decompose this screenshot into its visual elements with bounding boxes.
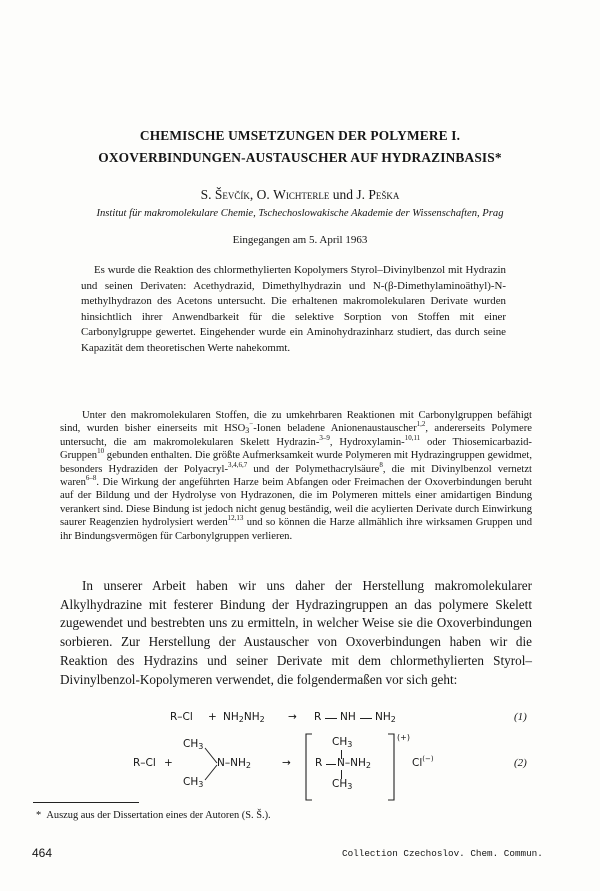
ref-2: 3–9 bbox=[319, 433, 330, 442]
intro-text-10: und so können die Harze allmählich ihre wirksamen Gruppen und ihr Bindungsvermögen für Carbonylgruppen verlieren. bbox=[60, 517, 532, 542]
author-3-initial: J. bbox=[356, 187, 366, 202]
equation-1-reagent bbox=[223, 711, 265, 723]
intro-text-1: Unter den makromolekularen Stoffen, die zu umkehrbaren Reaktionen mit Carbonylgruppen befähigt sind, wurden bisher einerseits mit HSO bbox=[60, 410, 532, 435]
intro-text-4: , Hydroxylamin- bbox=[329, 436, 405, 448]
intro-text-3: , andererseits Polymere untersucht, die am makromolekularen Skelett Hydrazin- bbox=[60, 423, 532, 448]
author-1-initial: S. bbox=[200, 187, 212, 202]
equation-2-counter-charge: (−) bbox=[422, 755, 434, 763]
equation-2-top-ch: CH bbox=[183, 738, 199, 750]
equation-1-product-nh2 bbox=[375, 711, 396, 723]
footnote-text: Auszug aus der Dissertation eines der Autoren (S. Š.). bbox=[46, 810, 271, 821]
equation-1-product-r: R bbox=[314, 711, 322, 723]
equation-1-product-nh2-text: NH bbox=[375, 711, 391, 723]
equation-2-bracket-amine-sub: 2 bbox=[365, 761, 371, 770]
equation-2-arrow: → bbox=[282, 757, 291, 769]
equation-1-number: (1) bbox=[514, 711, 527, 723]
equation-2-amine-sub: 2 bbox=[245, 761, 251, 770]
footnote-rule bbox=[33, 802, 139, 803]
equation-1-reactant: R–Cl bbox=[170, 711, 193, 723]
ref-7: 6–8 bbox=[85, 474, 97, 483]
ref-1: 1,2 bbox=[416, 420, 426, 429]
equation-2-bracket-top-ch: CH bbox=[332, 736, 348, 748]
ref-8: 12,13 bbox=[227, 514, 244, 523]
authors: S. Ševčík, O. Wichterle und J. Peška bbox=[200, 187, 400, 202]
equation-2-bottom-ch: CH bbox=[183, 776, 199, 788]
intro-text-8: , die mit Divinylbenzol vernetzt waren bbox=[60, 463, 532, 489]
received-date: Eingegangen am 5. April 1963 bbox=[232, 234, 368, 246]
author-1-name: Ševčík bbox=[214, 187, 250, 202]
intro-text-9: . Die Wirkung der angeführten Harze beim Abfangen oder Freimachen der Oxoverbindungen beruht auf der Bildung und der Hydrolyse von Hydrazonen, die im Polymeren mittels einer amidartigen Bindung verankert sind. Diese Bindung ist jedoch nicht genug beständig, weil die acylierten Derivate durch Einwirkung saurer Reagenzien hydrolysiert werden bbox=[60, 477, 532, 529]
footnote bbox=[36, 810, 271, 821]
ref-4: 10 bbox=[97, 447, 105, 456]
equation-2-number: (2) bbox=[514, 757, 527, 769]
author-and: und bbox=[332, 187, 353, 202]
abstract: Es wurde die Reaktion des chlormethylierten Kopolymers Styrol–Divinylbenzol mit Hydrazin und seinen Derivaten: Acethydrazid, Dimethylhydrazin und N-(β-Dimethylaminoäthyl)-N-methylhydrazon des Acetons untersucht. Die erhaltenen makromolekularen Derivate wurden hinsichtlich ihrer Anwendbarkeit für die selektive Sorption von Stoffen mit einer Carbonylgruppe gewertet. Eingehender wurde ein Aminohydrazinharz studiert, das durch seine Kapazität dem theoretischen Werte nahekommt. bbox=[81, 264, 506, 354]
equation-2-counter-ion bbox=[412, 757, 434, 769]
footnote-marker: * bbox=[36, 810, 42, 821]
equation-2-counter-ion-text: Cl bbox=[412, 757, 423, 769]
equation-1-reagent-nh-2: NH bbox=[243, 711, 260, 723]
equation-1-product-nh2-sub: 2 bbox=[390, 715, 396, 724]
equation-1-reagent-nh: NH bbox=[223, 711, 239, 723]
equation-1-bond-1 bbox=[325, 718, 337, 719]
equation-1-product-nh: NH bbox=[340, 711, 356, 723]
intro-text-2: -Ionen beladene Anionenaustauscher bbox=[253, 423, 417, 435]
intro-text-7: und der Polymethacrylsäure bbox=[247, 463, 380, 475]
hso3-charge: − bbox=[249, 420, 254, 429]
equation-2-bracket-bottom-ch: CH bbox=[332, 778, 348, 790]
ref-3: 10,11 bbox=[404, 433, 421, 442]
equation-1-arrow: → bbox=[288, 711, 297, 723]
equation-2-reactant: R–Cl bbox=[133, 757, 156, 769]
hso3-subscript: 3 bbox=[245, 426, 250, 436]
main-paragraph: In unserer Arbeit haben wir uns daher der Herstellung makromolekularer Alkylhydrazine mit festerer Bindung der Hydrazingruppen an das polymere Skelett zugewendet und bestrebten uns zu ermitteln, in welcher Weise sie die Oxoverbindungen sorbieren. Zur Herstellung der Austauscher von Oxoverbindungen haben wir die Reaktion des Hydrazins und seiner Derivate mit dem chlormethylierten Styrol–Divinylbenzol-Kopolymeren verwendet, die folgendermaßen vor sich geht: bbox=[60, 578, 532, 687]
equation-1-reagent-sub-1: 2 bbox=[238, 715, 244, 724]
ref-5: 3,4,6,7 bbox=[227, 460, 248, 469]
equation-2-bracket-amine bbox=[337, 757, 371, 769]
intro-text-5: oder Thiosemicarbazid-Gruppen bbox=[60, 436, 532, 462]
equation-2-bracket-top-sub: 3 bbox=[347, 740, 353, 749]
author-2-name: Wichterle bbox=[273, 187, 330, 202]
equation-2-amine-text: N–NH bbox=[217, 757, 246, 769]
journal-name: Collection Czechoslov. Chem. Commun. bbox=[342, 848, 543, 859]
equation-2-top-methyl bbox=[183, 738, 203, 750]
equation-2-amine bbox=[217, 757, 251, 769]
equation-2-bracket-r: R bbox=[315, 757, 323, 769]
ref-6: 8 bbox=[379, 460, 383, 469]
equation-1-bond-2 bbox=[360, 718, 372, 719]
equation-2-charge: (+) bbox=[397, 733, 410, 742]
title-line-1: CHEMISCHE UMSETZUNGEN DER POLYMERE I. bbox=[139, 128, 461, 143]
page-number: 464 bbox=[32, 846, 53, 860]
equation-2-bracket-bottom-methyl bbox=[332, 778, 352, 790]
equation-2-bond-r bbox=[326, 764, 336, 765]
equation-2-bracket-amine-text: N–NH bbox=[337, 757, 366, 769]
author-2-initial: O. bbox=[256, 187, 270, 202]
intro-paragraph bbox=[60, 409, 532, 543]
equation-2-bracket-top-methyl bbox=[332, 736, 352, 748]
affiliation: Institut für makromolekulare Chemie, Tschechoslowakische Akademie der Wissenschaften, Prag bbox=[96, 208, 504, 219]
equation-2-top-sub: 3 bbox=[198, 742, 204, 751]
title-line-2: OXOVERBINDUNGEN-AUSTAUSCHER AUF HYDRAZINBASIS* bbox=[98, 150, 502, 165]
equation-2-bottom-methyl bbox=[183, 776, 203, 788]
equation-1-plus: + bbox=[208, 711, 217, 723]
equation-1-reagent-sub-2: 2 bbox=[259, 715, 265, 724]
equation-2-bracket-bottom-sub: 3 bbox=[347, 782, 353, 791]
equation-2-bottom-sub: 3 bbox=[198, 780, 204, 789]
equation-2-plus: + bbox=[164, 757, 173, 769]
intro-text-6: gebunden enthalten. Die größte Aufmerksamkeit wurde Polymeren mit Hydrazingruppen gewidmet, besonders Hydraziden der Polyacryl- bbox=[60, 450, 532, 475]
author-3-name: Peška bbox=[368, 187, 400, 202]
